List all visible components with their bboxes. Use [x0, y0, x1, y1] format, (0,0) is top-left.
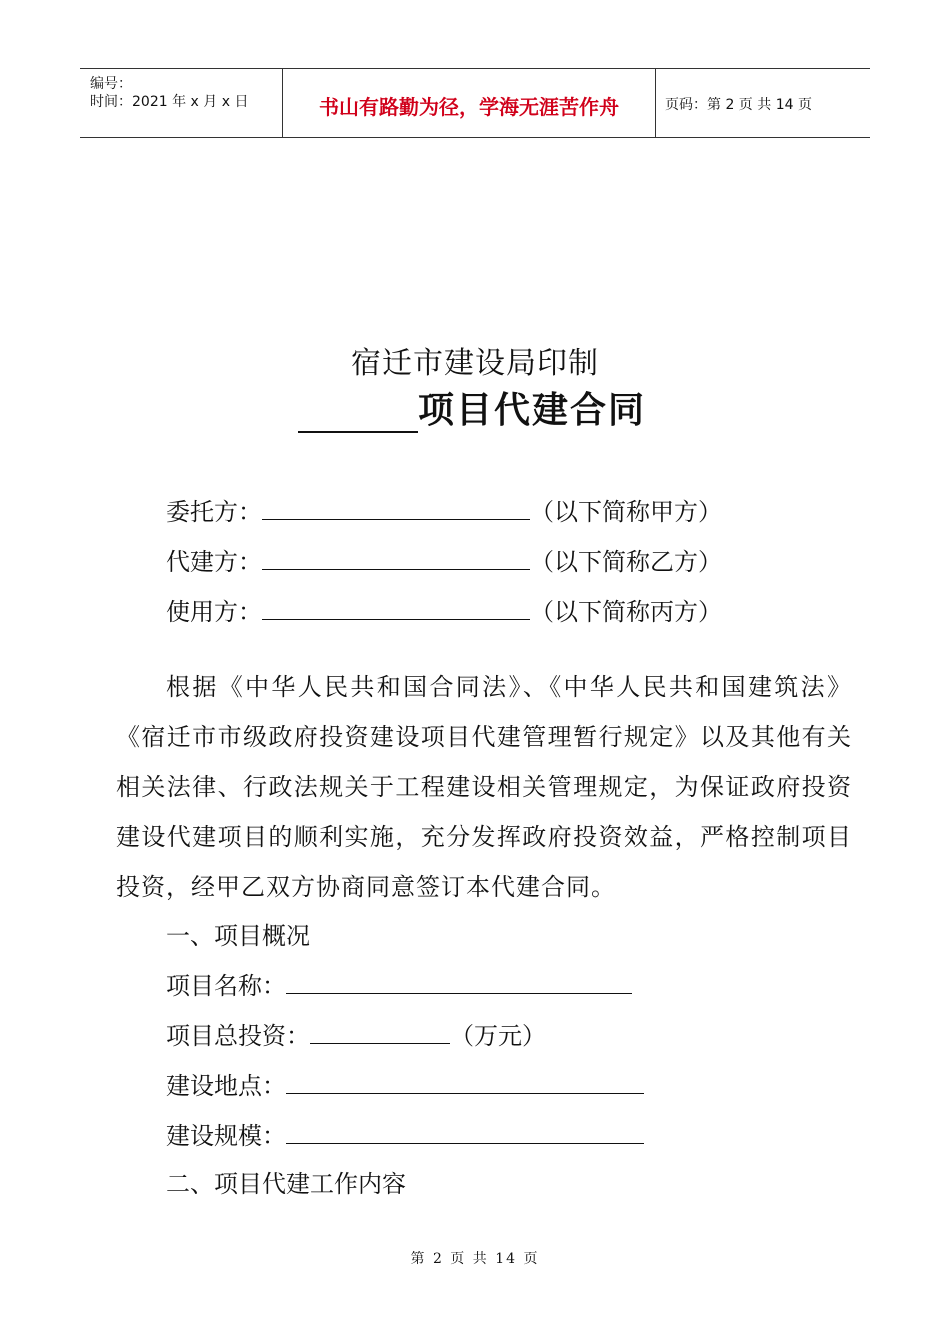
header-meta-cell [80, 69, 282, 137]
field-label: 建设规模： [166, 1122, 286, 1150]
document-title [298, 382, 646, 432]
header-motto-cell [282, 69, 656, 137]
title-blank [298, 391, 418, 433]
party-blank [262, 543, 530, 570]
party-suffix: （以下简称丙方） [530, 598, 722, 626]
party-blank [262, 593, 530, 620]
field-unit: （万元） [450, 1022, 546, 1050]
party-row-principal [166, 492, 722, 527]
field-label: 项目总投资： [166, 1022, 310, 1050]
field-blank [310, 1017, 450, 1044]
field-total-investment [166, 1016, 546, 1051]
motto: 书山有路勤为径，学海无涯苦作舟 [319, 95, 619, 119]
section-title: 一、项目概况 [166, 922, 310, 950]
field-blank [286, 1117, 644, 1144]
party-label: 使用方： [166, 598, 262, 626]
field-label: 建设地点： [166, 1072, 286, 1100]
party-row-user [166, 592, 722, 627]
field-blank [286, 1067, 644, 1094]
field-label: 项目名称： [166, 972, 286, 1000]
party-blank [262, 493, 530, 520]
section-title: 二、项目代建工作内容 [166, 1170, 406, 1198]
serial-label: 编号： [90, 76, 132, 92]
intro-paragraph: 根据《中华人民共和国合同法》、《中华人民共和国建筑法》《宿迁市市级政府投资建设项目代建管理暂行规定》以及其他有关相关法律、行政法规关于工程建设相关管理规定，为保证政府投资建设代建项目的顺利实施，充分发挥政府投资效益，严格控制项目投资，经甲乙双方协商同意签订本代建合同。 [116, 673, 852, 901]
document-issuer: 宿迁市建设局印制 [351, 346, 599, 381]
header-page-cell [655, 69, 870, 137]
party-suffix: （以下简称甲方） [530, 498, 722, 526]
party-label: 委托方： [166, 498, 262, 526]
title-text: 项目代建合同 [418, 389, 647, 431]
page-header [80, 68, 870, 138]
page-label: 页码：第 2 页 共 14 页 [665, 97, 812, 113]
field-location [166, 1066, 644, 1101]
party-suffix: （以下简称乙方） [530, 548, 722, 576]
field-blank [286, 967, 632, 994]
field-project-name [166, 966, 632, 1001]
party-label: 代建方： [166, 548, 262, 576]
party-row-agent [166, 542, 722, 577]
time-label: 时间：2021 年 x 月 x 日 [90, 94, 249, 110]
page-footer: 第 2 页 共 14 页 [410, 1251, 540, 1267]
field-scale [166, 1116, 644, 1151]
